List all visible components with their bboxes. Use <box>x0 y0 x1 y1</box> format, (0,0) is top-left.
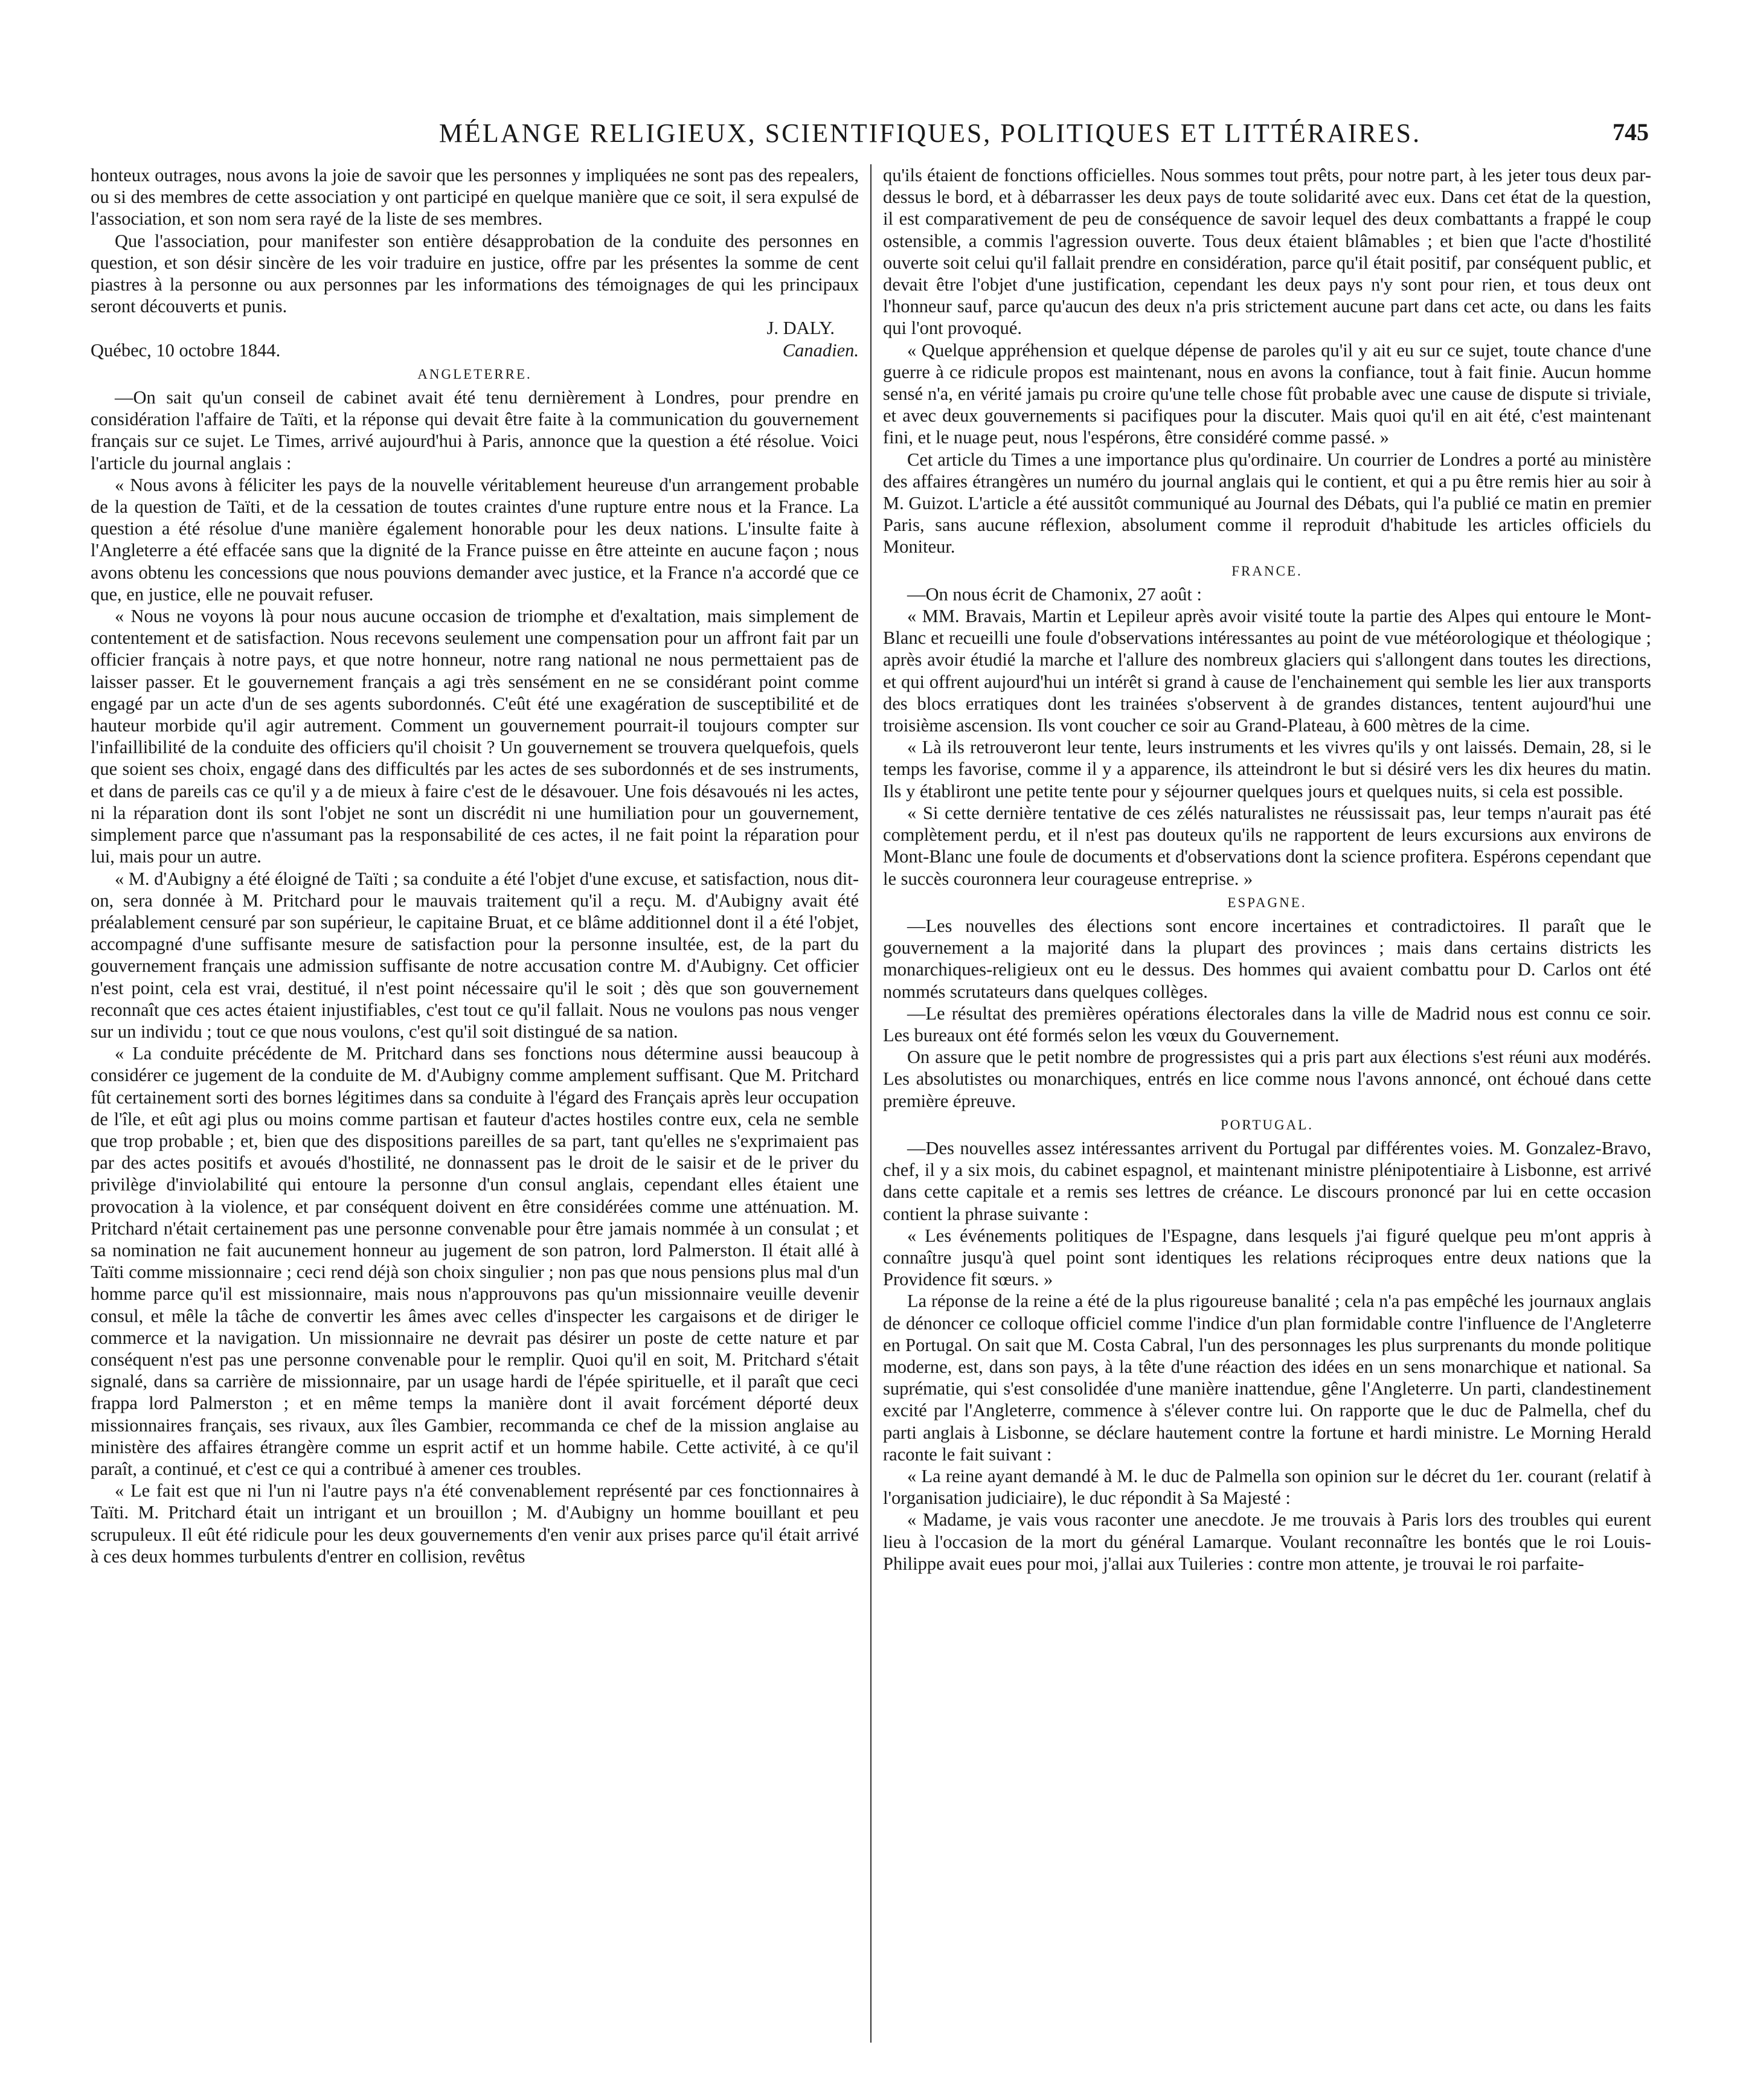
paragraph: « Nous avons à féliciter les pays de la nouvelle véritablement heureuse d'un arrangement probable de la question de Taïti, et de la cessation de toutes craintes d'une rupture entre nous et la France. La question a été résolue d'une manière également honorable pour les deux nations. L'insulte faite à l'Angleterre a été effacée sans que la dignité de la France puisse en être atteinte en aucune façon ; nous avons obtenu les concessions que nous pouvions demander avec justice, et la France n'a accordé que ce que, en justice, elle ne pouvait refuser. <box>91 474 859 605</box>
paragraph: « La reine ayant demandé à M. le duc de Palmella son opinion sur le décret du 1er. courant (relatif à l'organisation judiciaire), le duc répondit à Sa Majesté : <box>883 1465 1651 1509</box>
paragraph: La réponse de la reine a été de la plus rigoureuse banalité ; cela n'a pas empêché les journaux anglais de dénoncer ce colloque officiel comme l'indice d'un plan formidable contre l'influence de l'Angleterre en Portugal. On sait que M. Costa Cabral, l'un des personnages les plus surprenants du monde politique moderne, est, dans son pays, à la tête d'une réaction des idées en un sens monarchique et national. Sa suprématie, qui s'est consolidée d'une manière inattendue, gêne l'Angleterre. Un parti, clandestinement excité par l'Angleterre, commence à s'élever contre lui. On rapporte que le duc de Palmella, chef du parti anglais à Lisbonne, se déclare hautement contre la fortune et hardi ministre. Le Morning Herald raconte le fait suivant : <box>883 1291 1651 1465</box>
section-heading-france: FRANCE. <box>1231 563 1303 579</box>
paragraph: « Les événements politiques de l'Espagne, dans lesquels j'ai figuré quelque peu m'ont appris à connaître jusqu'à quel point sont identiques les relations réciproques entre deux nations que la Providence fit sœurs. » <box>883 1225 1651 1290</box>
paragraph: « M. d'Aubigny a été éloigné de Taïti ; sa conduite a été l'objet d'une excuse, et satisfaction, nous dit-on, sera donnée à M. Pritchard pour le mauvais traitement qu'il a reçu. M. d'Aubigny avait été préalablement censuré par son supérieur, le capitaine Bruat, et ce blâme additionnel dont il a été l'objet, accompagné d'une suffisante mesure de satisfaction pour la personne insultée, est, de la part du gouvernement français une admission suffisante de notre accusation contre M. d'Aubigny. Cet officier n'est point, cela est vrai, destitué, il n'est point nécessaire qu'il le soit ; dès que son gouvernement reconnaît que ces actes étaient injustifiables, c'est tout ce qu'il fallait. Nous ne voulons pas nous venger sur un individu ; tout ce que nous voulons, c'est qu'il soit distingué de sa nation. <box>91 868 859 1042</box>
left-column <box>91 164 859 2055</box>
paragraph: —Les nouvelles des élections sont encore incertaines et contradictoires. Il paraît que le gouvernement a la majorité dans la plupart des provinces ; mais dans certains districts les monarchiques-religieux ont eu le dessus. Des hommes qui avaient combattu pour D. Carlos ont été nommés scrutateurs dans quelques collèges. <box>883 915 1651 1002</box>
paragraph: —Des nouvelles assez intéressantes arrivent du Portugal par différentes voies. M. Gonzalez-Bravo, chef, il y a six mois, du cabinet espagnol, et maintenant ministre plénipotentiaire à Lisbonne, est arrivé dans cette capitale et a remis ses lettres de créance. Le discours prononcé par lui en cette occasion contient la phrase suivante : <box>883 1137 1651 1224</box>
paragraph: « MM. Bravais, Martin et Lepileur après avoir visité toute la partie des Alpes qui entoure le Mont-Blanc et recueilli une foule d'observations intéressantes au point de vue météorologique et théologique ; après avoir étudié la marche et l'allure des nombreux glaciers qui s'allongent dans toutes les directions, et qui offrent aujourd'hui un intérêt si grand à cause de l'enchainement qui semble les lier aux transports des blocs erratiques dont les trainées s'observent à de grandes distances, tentent aujourd'hui une troisième ascension. Ils vont coucher ce soir au Grand-Plateau, à 600 mètres de la cime. <box>883 606 1651 736</box>
paragraph: « Quelque appréhension et quelque dépense de paroles qu'il y ait eu sur ce sujet, toute chance d'une guerre à ce ridicule propos est maintenant, nous en avons la confiance, tout à fait finie. Aucun homme sensé n'a, en vérité jamais pu croire qu'une telle chose fût probable avec une cause de dispute si triviale, et avec deux gouvernements si pacifiques pour la discuter. Mais quoi qu'il en ait été, c'est maintenant fini, et le nuage peut, nous l'espérons, être considéré comme passé. » <box>883 339 1651 448</box>
paragraph: —On sait qu'un conseil de cabinet avait été tenu dernièrement à Londres, pour prendre en considération l'affaire de Taïti, et la réponse qui devait être faite à la communication du gouvernement français sur ce sujet. Le Times, arrivé aujourd'hui à Paris, annonce que la question a été résolue. Voici l'article du journal anglais : <box>91 387 859 474</box>
paragraph: « La conduite précédente de M. Pritchard dans ses fonctions nous détermine aussi beaucoup à considérer ce jugement de la conduite de M. d'Aubigny comme amplement suffisant. Que M. Pritchard fût certainement sorti des bornes légitimes dans sa conduite à l'égard des Français après leur occupation de l'île, et eût agi plus ou moins comme partisan et fauteur d'actes hostiles contre eux, cela ne semble que trop probable ; et, bien que des dispositions pareilles de sa part, tant qu'elles ne s'exprimaient pas par des actes positifs et avoués d'hostilité, ne donnassent pas le droit de le saisir et de le priver du privilège d'inviolabilité qui entoure la personne d'un consul anglais, cependant elles étaient une provocation à la violence, et par conséquent doivent en être considérées comme une atténuation. M. Pritchard n'était certainement pas une personne convenable pour être jamais nommée à un consulat ; et sa nomination ne fait aucunement honneur au jugement de son patron, lord Palmerston. Il était allé à Taïti comme missionnaire ; ceci rend déjà son choix singulier ; non pas que nous pensions plus mal d'un homme parce qu'il est missionnaire, mais nous n'approuvons pas qu'un missionnaire veuille devenir consul, et mêle la tâche de convertir les âmes avec celles d'inspecter les cargaisons et de diriger le commerce et la navigation. Un missionnaire ne devrait pas désirer un poste de cette nature et par conséquent n'est pas une personne convenable pour le remplir. Quoi qu'il en soit, M. Pritchard s'était signalé, dans sa carrière de missionnaire, par un usage hardi de l'épée spirituelle, et il paraît que ceci frappa lord Palmerston ; et en même temps la manière dont il avait forcément déporté deux missionnaires français, ses rivaux, aux îles Gambier, recommanda ce chef de la mission anglaise au ministère des affaires étrangère comme un esprit actif et un homme habile. Cette activité, à ce qu'il paraît, a continué, et c'est ce qui a contribué à amener ces troubles. <box>91 1043 859 1479</box>
paragraph: On assure que le petit nombre de progressistes qui a pris part aux élections s'est réuni aux modérés. Les absolutistes ou monarchiques, entrés en lice comme nous l'avons annoncé, ont échoué dans cette première épreuve. <box>883 1047 1651 1111</box>
paragraph: « Là ils retrouveront leur tente, leurs instruments et les vivres qu'ils y ont laissés. Demain, 28, si le temps les favorise, comme il y a apparence, ils atteindront le but si désiré vers les dix heures du matin. Ils y établiront une petite tente pour y séjourner quelques jours et quelques nuits, si cela est possible. <box>883 737 1651 801</box>
section-heading-angleterre: ANGLETERRE. <box>417 366 532 382</box>
dateline-row <box>91 339 859 361</box>
paragraph: —Le résultat des premières opérations électorales dans la ville de Madrid nous est connu ce soir. Les bureaux ont été formés selon les vœux du Gouvernement. <box>883 1003 1651 1045</box>
paragraph: —On nous écrit de Chamonix, 27 août : <box>907 583 1202 605</box>
paragraph: « Nous ne voyons là pour nous aucune occasion de triomphe et d'exaltation, mais simplement de contentement et de satisfaction. Nous recevons seulement une compensation pour un affront fait par un officier français à notre pays, et que notre honneur, notre rang national ne nous permettaient pas de laisser passer. Et le gouvernement français a agi très sensément en ne se considérant point comme engagé par un acte d'un de ses agents subordonnés. C'eût été une exagération de susceptibilité et de hauteur morbide qu'il agir autrement. Comment un gouvernement pourrait-il toujours compter sur l'infaillibilité de la conduite des officiers qu'il choisit ? Un gouvernement se trouvera quelquefois, quels que soient ses choix, engagé dans des difficultés par les actes de ses subordonnés et de ses instruments, et dans de pareils cas ce qu'il y a de mieux à faire c'est de le désavouer. Une fois désavoués ni les actes, ni la réparation dont ils sont l'objet ne sont un discrédit ni une humiliation pour un gouvernement, simplement parce que n'assumant pas la responsabilité de ces actes, il ne fait point la réparation pour lui, mais pour un autre. <box>91 606 859 867</box>
page-header <box>91 118 1649 160</box>
source-credit: Canadien. <box>782 339 859 361</box>
dateline: Québec, 10 octobre 1844. <box>91 339 281 361</box>
section-heading-portugal: PORTUGAL. <box>1220 1117 1314 1132</box>
paragraph: Que l'association, pour manifester son entière désapprobation de la conduite des personnes en question, et son désir sincère de les voir traduire en justice, offre par les présentes la somme de cent piastres à la personne ou aux personnes par les informations des témoignages de qui les principaux seront découverts et punis. <box>91 230 859 317</box>
paragraph: « Si cette dernière tentative de ces zélés naturalistes ne réussissait pas, leur temps n'aurait pas été complètement perdu, et il n'est pas douteux qu'ils ne rapportent de leurs excursions aux environs de Mont-Blanc une foule de documents et d'observations dont la science profitera. Espérons cependant que le succès couronnera leur courageuse entreprise. » <box>883 802 1651 889</box>
signature: J. DALY. <box>766 318 835 339</box>
paragraph: honteux outrages, nous avons la joie de savoir que les personnes y impliquées ne sont pas des repealers, ou si des membres de cette association y ont participé en quelque manière que ce soit, il sera expulsé de l'association, et son nom sera rayé de la liste de ses membres. <box>91 165 859 230</box>
column-divider <box>870 164 872 2043</box>
section-heading-espagne: ESPAGNE. <box>1227 894 1307 910</box>
paragraph: « Madame, je vais vous raconter une anecdote. Je me trouvais à Paris lors des troubles qui eurent lieu à l'occasion de la mort du général Lamarque. Voulant reconnaître les bontés que le roi Louis-Philippe avait eues pour moi, j'allai aux Tuileries : contre mon attente, je trouvai le roi parfaite- <box>883 1509 1651 1574</box>
page-number: 745 <box>1613 118 1649 146</box>
paragraph: qu'ils étaient de fonctions officielles. Nous sommes tout prêts, pour notre part, à les jeter tous deux par-dessus le bord, et à débarrasser les deux pays de toute solidarité avec eux. Dans cet état de la question, il est comparativement de peu de conséquence de savoir lequel des deux combattants a frappé le coup ostensible, a commis l'agression ouverte. Tous deux étaient blâmables ; et bien que l'acte d'hostilité ouverte soit celui qu'il fallait prendre en considération, parce qu'il était positif, par conséquent public, et devait être l'objet d'une justification, cependant les deux pays n'y sont pour rien, et tous deux ont l'honneur sauf, parce qu'aucun des deux n'a pris strictement aucune part dans cet acte, ou dans les faits qui l'ont provoqué. <box>883 165 1651 339</box>
paragraph: Cet article du Times a une importance plus qu'ordinaire. Un courrier de Londres a porté au ministère des affaires étrangères un numéro du journal anglais qui le contient, et qui a pu être remis hier au soir à M. Guizot. L'article a été aussitôt communiqué au Journal des Débats, qui l'a publié ce matin en premier Paris, sans aucune réflexion, absolument comme il reproduit d'habitude les articles officiels du Moniteur. <box>883 449 1651 557</box>
paragraph: « Le fait est que ni l'un ni l'autre pays n'a été convenablement représenté par ces fonctionnaires à Taïti. M. Pritchard était un intrigant et un brouillon ; M. d'Aubigny un homme bouillant et peu scrupuleux. Il eût été ridicule pour les deux gouvernements d'en venir aux prises parce qu'il était arrivé à ces deux hommes turbulents d'entrer en collision, revêtus <box>91 1480 859 1567</box>
right-column <box>883 164 1651 2055</box>
running-title: MÉLANGE RELIGIEUX, SCIENTIFIQUES, POLITIQUES ET LITTÉRAIRES. <box>438 118 1422 148</box>
